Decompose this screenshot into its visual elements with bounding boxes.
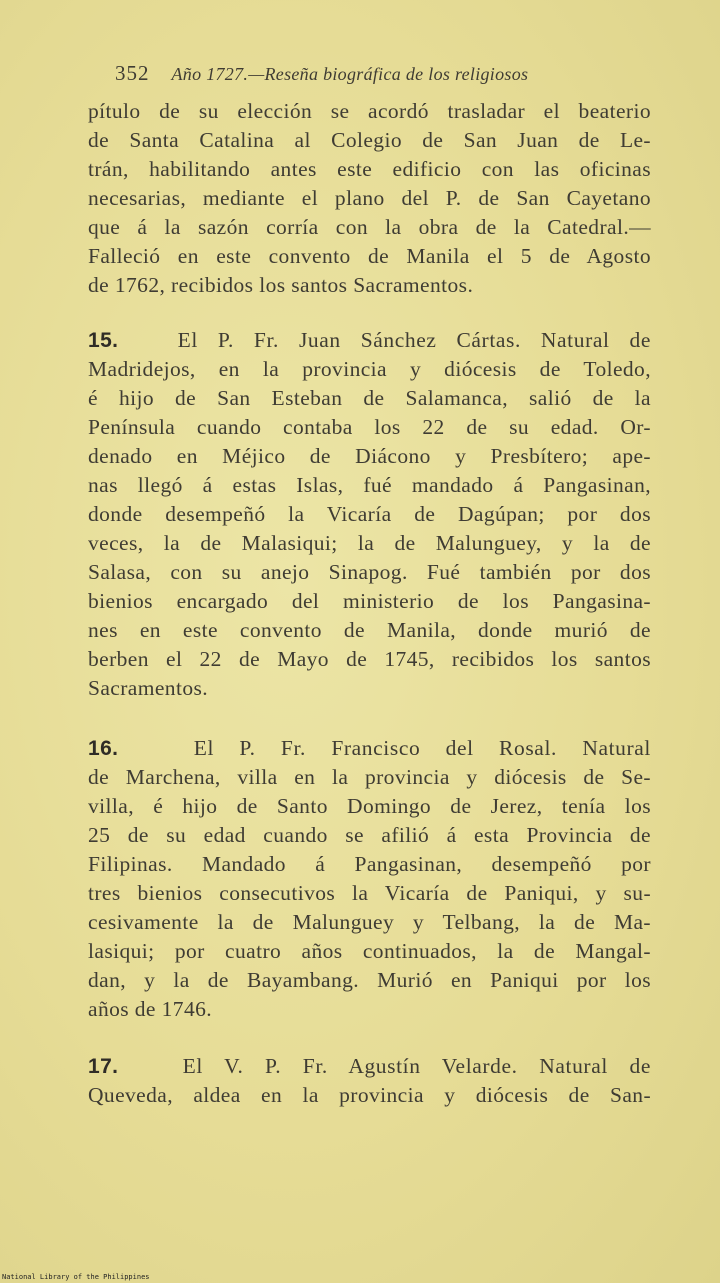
- text-line: denado en Méjico de Diácono y Presbítero; ape-: [88, 444, 651, 468]
- running-head-title: Año 1727.—Reseña biográfica de los religiosos: [171, 64, 529, 84]
- entry-16: [88, 734, 651, 1024]
- text-line: é hijo de San Esteban de Salamanca, salió de la: [88, 386, 651, 410]
- text-line: villa, é hijo de Santo Domingo de Jerez, tenía los: [88, 794, 651, 818]
- paragraph-continuation: [88, 97, 651, 300]
- text-line: Madridejos, en la provincia y diócesis de Toledo,: [88, 357, 651, 381]
- entry-heading-text: El P. Fr. Juan Sánchez Cártas. Natural de: [177, 328, 651, 352]
- text-line: Queveda, aldea en la provincia y diócesis de San-: [88, 1083, 651, 1107]
- text-line: donde desempeñó la Vicaría de Dagúpan; por dos: [88, 502, 651, 526]
- text-line: de Santa Catalina al Colegio de San Juan de Le-: [88, 128, 651, 152]
- text-line: Salasa, con su anejo Sinapog. Fué también por dos: [88, 560, 651, 584]
- text-line: Falleció en este convento de Manila el 5 de Agosto: [88, 244, 651, 268]
- text-line: nes en este convento de Manila, donde murió de: [88, 618, 651, 642]
- entry-15: [88, 326, 651, 703]
- text-line: bienios encargado del ministerio de los Pangasina-: [88, 589, 651, 613]
- library-credit: National Library of the Philippines: [2, 1273, 150, 1281]
- text-line: nas llegó á estas Islas, fué mandado á Pangasinan,: [88, 473, 651, 497]
- text-line: de Marchena, villa en la provincia y diócesis de Se-: [88, 765, 651, 789]
- text-line: trán, habilitando antes este edificio con las oficinas: [88, 157, 651, 181]
- text-line: necesarias, mediante el plano del P. de San Cayetano: [88, 186, 651, 210]
- text-line: 25 de su edad cuando se afilió á esta Provincia de: [88, 823, 651, 847]
- running-head: [115, 58, 675, 88]
- text-line: tres bienios consecutivos la Vicaría de Paniqui, y su-: [88, 881, 651, 905]
- text-line: berben el 22 de Mayo de 1745, recibidos los santos: [88, 647, 651, 671]
- page-number: 352: [115, 61, 150, 85]
- text-line: pítulo de su elección se acordó trasladar el beaterio: [88, 99, 651, 123]
- entry-number: 17.: [88, 1055, 119, 1078]
- text-line: veces, la de Malasiqui; la de Malunguey, y la de: [88, 531, 651, 555]
- entry-17: [88, 1052, 651, 1110]
- text-line: Península cuando contaba los 22 de su edad. Or-: [88, 415, 651, 439]
- text-line: Sacramentos.: [88, 676, 209, 700]
- text-line: cesivamente la de Malunguey y Telbang, la de Ma-: [88, 910, 651, 934]
- text-line: de 1762, recibidos los santos Sacramentos.: [88, 273, 474, 297]
- text-line-with-number: [88, 1052, 651, 1081]
- text-line: dan, y la de Bayambang. Murió en Paniqui por los: [88, 968, 651, 992]
- text-line-with-number: [88, 734, 651, 763]
- text-line: años de 1746.: [88, 997, 213, 1021]
- entry-heading-text: El V. P. Fr. Agustín Velarde. Natural de: [182, 1054, 651, 1078]
- text-line: que á la sazón corría con la obra de la Catedral.—: [88, 215, 651, 239]
- text-line-with-number: [88, 326, 651, 355]
- entry-number: 16.: [88, 737, 119, 760]
- entry-heading-text: El P. Fr. Francisco del Rosal. Natural: [193, 736, 651, 760]
- text-line: Filipinas. Mandado á Pangasinan, desempeñó por: [88, 852, 651, 876]
- text-line: lasiqui; por cuatro años continuados, la de Mangal-: [88, 939, 651, 963]
- entry-number: 15.: [88, 329, 119, 352]
